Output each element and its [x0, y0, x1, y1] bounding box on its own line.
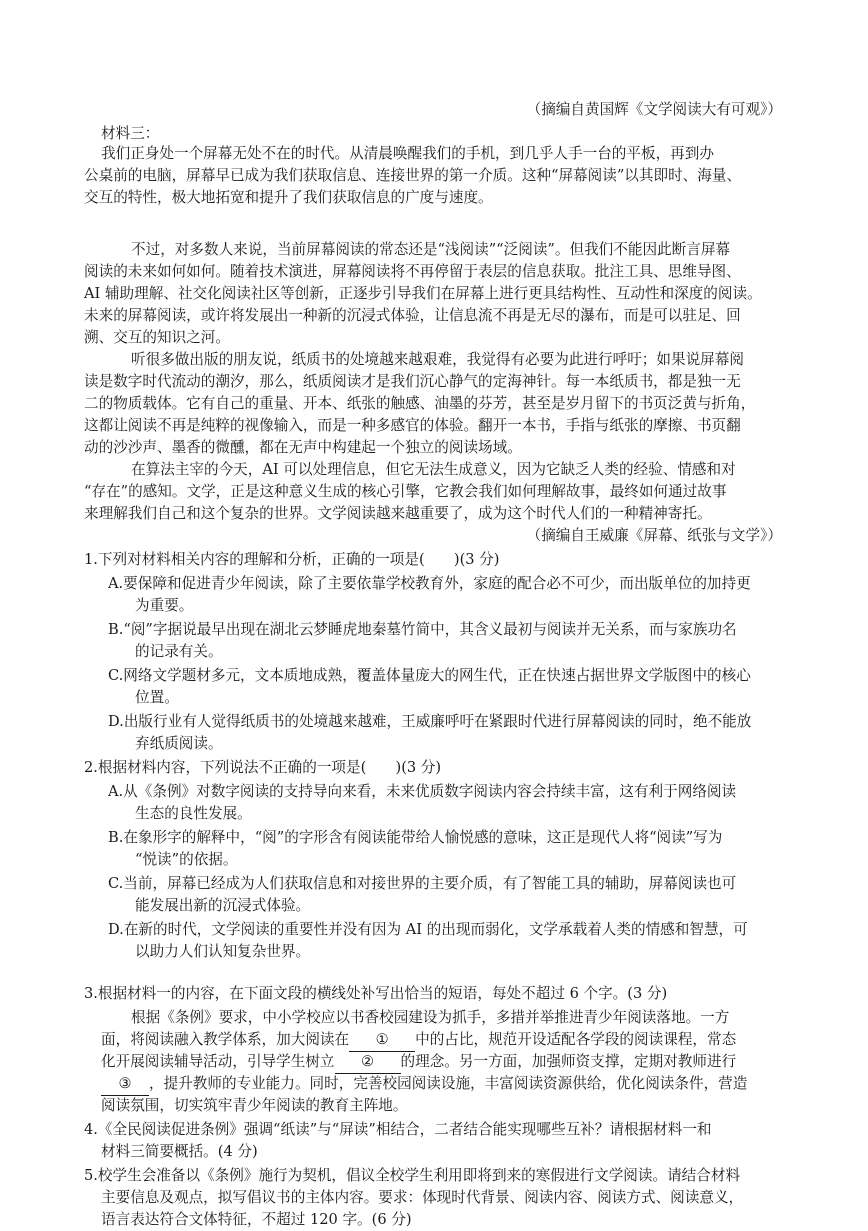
q2-option-c-cont: 能发展出新的沉浸式体验。: [135, 897, 311, 914]
paragraph-line: 二的物质载体。它有自己的重量、开本、纸张的触感、油墨的芬芳，甚至是岁月留下的书页泛黄与折角，: [84, 395, 756, 412]
section-heading: 材料三：: [101, 125, 160, 142]
paragraph-line: 溯、交互的知识之河。: [84, 329, 230, 346]
q3-passage-line: [101, 1051, 811, 1074]
q1-option-b: B.“阅”字据说最早出现在湖北云梦睡虎地秦墓竹简中，其含义最初与阅读并无关系，而与家族功名: [108, 621, 737, 638]
source-citation: （摘编自黄国辉《文学阅读大有可观》）: [526, 101, 782, 118]
q3-text: 的理念。另一方面，加强师资支撑，定期对教师进行: [400, 1053, 737, 1070]
question-1-stem: 1.下列对材料相关内容的理解和分析，正确的一项是( )(3 分): [84, 551, 500, 568]
q1-option-a: A.要保障和促进青少年阅读，除了主要依靠学校教育外，家庭的配合必不可少，而出版单位的加持更: [108, 575, 751, 592]
q1-option-d-cont: 弃纸质阅读。: [135, 735, 223, 752]
q3-passage-line: [101, 1029, 811, 1052]
paragraph-line: 动的沙沙声、墨香的微醺，都在无声中构建起一个独立的阅读场域。: [84, 439, 522, 456]
paragraph-line: 不过，对多数人来说，当前屏幕阅读的常态还是“浅阅读”“泛阅读”。但我们不能因此断言屏幕: [131, 241, 731, 258]
paragraph-line: 这都让阅读不再是纯粹的视像输入，而是一种多感官的体验。翻开一本书，手指与纸张的摩擦、书页翻: [84, 417, 741, 434]
q3-text: 面，将阅读融入教学体系，加大阅读在: [101, 1031, 350, 1048]
paragraph-line: 未来的屏幕阅读，或许将发展出一种新的沉浸式体验，让信息流不再是无尽的瀑布，而是可以驻足、回: [84, 307, 741, 324]
question-5-stem: 5.校学生会准备以《条例》施行为契机，倡议全校学生利用即将到来的寒假进行文学阅读。请结合材料: [84, 1167, 741, 1184]
q1-option-c: C.网络文学题材多元，文本质地成熟，覆盖体量庞大的网生代，正在快速占据世界文学版图中的核心: [108, 667, 751, 684]
q3-passage-line: 阅读氛围，切实筑牢青少年阅读的教育主阵地。: [101, 1097, 408, 1114]
question-3-stem: 3.根据材料一的内容，在下面文段的横线处补写出恰当的短语，每处不超过 6 个字。(3 分): [84, 985, 668, 1002]
paragraph-line: 交互的特性，极大地拓宽和提升了我们获取信息的广度与速度。: [84, 189, 493, 206]
blank-3[interactable]: ③: [101, 1073, 149, 1096]
q3-text: 化开展阅读辅导活动，引导学生树立: [101, 1053, 335, 1070]
question-2-stem: 2.根据材料内容，下列说法不正确的一项是( )(3 分): [84, 759, 442, 776]
paragraph-line: 来理解我们自己和这个复杂的世界。文学阅读越来越重要了，成为这个时代人们的一种精神寄托。: [84, 505, 712, 522]
q1-option-c-cont: 位置。: [135, 689, 179, 706]
q3-text: ，提升教师的专业能力。同时，完善校园阅读设施，丰富阅读资源供给，优化阅读条件，营造: [149, 1075, 748, 1092]
question-5-cont: 主要信息及观点，拟写倡议书的主体内容。要求：体现时代背景、阅读内容、阅读方式、阅读意义，: [101, 1189, 744, 1206]
paragraph-line: 听很多做出版的朋友说，纸质书的处境越来越艰难，我觉得有必要为此进行呼吁；如果说屏幕阅: [131, 351, 744, 368]
q2-option-d: D.在新的时代，文学阅读的重要性并没有因为 AI 的出现而弱化，文学承载着人类的情感和智慧，可: [108, 921, 748, 938]
blank-2[interactable]: ②: [335, 1051, 401, 1074]
paragraph-line: 读是数字时代流动的潮汐，那么，纸质阅读才是我们沉心静气的定海神针。每一本纸质书，都是独一无: [84, 373, 741, 390]
blank-1[interactable]: ①: [349, 1029, 415, 1052]
q2-option-b-cont: “悦读”的依据。: [135, 851, 238, 868]
q1-option-a-cont: 为重要。: [135, 597, 194, 614]
q2-option-a-cont: 生态的良性发展。: [135, 805, 252, 822]
q3-passage-line: 根据《条例》要求，中小学校应以书香校园建设为抓手，多措并举推进青少年阅读落地。一方: [131, 1009, 730, 1026]
q2-option-c: C.当前，屏幕已经成为人们获取信息和对接世界的主要介质，有了智能工具的辅助，屏幕阅读也可: [108, 875, 737, 892]
q1-option-b-cont: 的记录有关。: [135, 643, 223, 660]
source-citation: （摘编自王威廉《屏幕、纸张与文学》）: [526, 527, 782, 544]
q1-option-d: D.出版行业有人觉得纸质书的处境越来越难，王威廉呼吁在紧跟时代进行屏幕阅读的同时，绝不能放: [108, 713, 752, 730]
q3-passage-line: [101, 1073, 811, 1096]
q3-text: 中的占比，规范开设适配各学段的阅读课程，常态: [415, 1031, 737, 1048]
paragraph-line: 阅读的未来如何如何。随着技术演进，屏幕阅读将不再停留于表层的信息获取。批注工具、思维导图、: [84, 263, 741, 280]
paragraph-line: 在算法主宰的今天，AI 可以处理信息，但它无法生成意义，因为它缺乏人类的经验、情感和对: [131, 461, 736, 478]
question-5-cont: 语言表达符合文体特征，不超过 120 字。(6 分): [101, 1211, 412, 1228]
q2-option-a: A.从《条例》对数字阅读的支持导向来看，未来优质数字阅读内容会持续丰富，这有利于网络阅读: [108, 783, 737, 800]
paragraph-line: AI 辅助理解、社交化阅读社区等创新，正逐步引导我们在屏幕上进行更具结构性、互动性和深度的阅读。: [84, 285, 762, 302]
question-4-cont: 材料三简要概括。(4 分): [101, 1143, 258, 1160]
paragraph-line: 公桌前的电脑，屏幕早已成为我们获取信息、连接世界的第一介质。这种“屏幕阅读”以其即时、海量、: [84, 167, 742, 184]
paragraph-line: 我们正身处一个屏幕无处不在的时代。从清晨唤醒我们的手机，到几乎人手一台的平板，再到办: [101, 145, 714, 162]
question-4-stem: 4.《全民阅读促进条例》强调“纸读”与“屏读”相结合，二者结合能实现哪些互补？请根据材料一和: [84, 1121, 712, 1138]
paragraph-line: “存在”的感知。文学，正是这种意义生成的核心引擎，它教会我们如何理解故事，最终如何通过故事: [84, 483, 727, 500]
q2-option-d-cont: 以助力人们认知复杂世界。: [135, 943, 311, 960]
q2-option-b: B.在象形字的解释中，“阅”的字形含有阅读能带给人愉悦感的意味，这正是现代人将“阅读”写为: [108, 829, 723, 846]
